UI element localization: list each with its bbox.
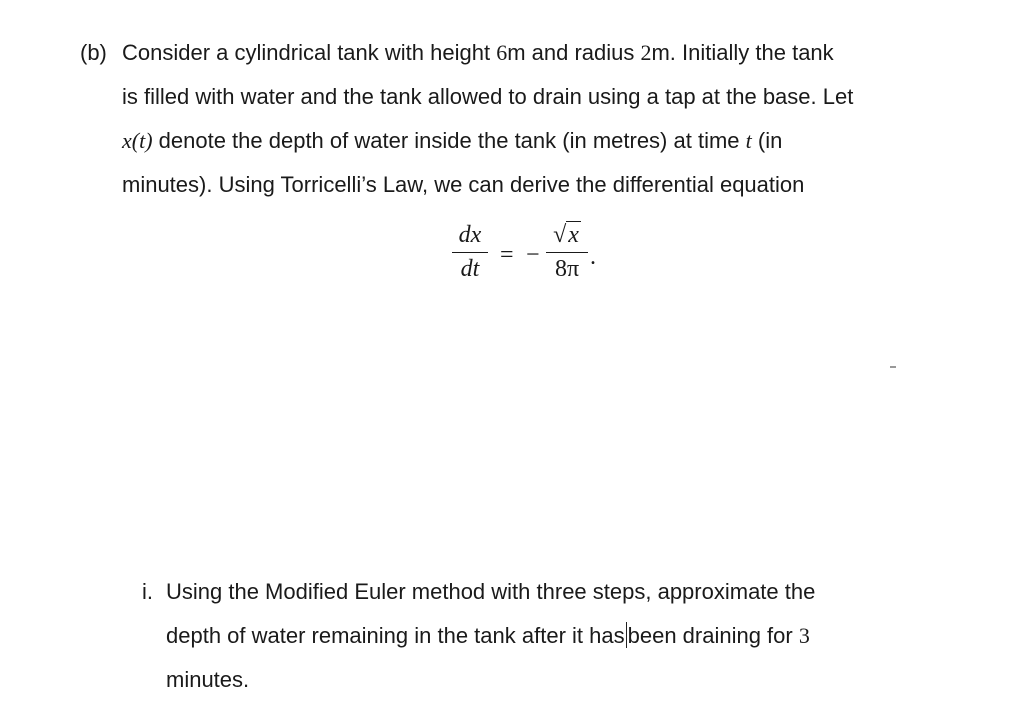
rhs-fraction: [546, 222, 588, 282]
sqrt-symbol: √: [553, 222, 567, 248]
text-cursor[interactable]: [626, 622, 627, 648]
lhs-fraction: [452, 222, 488, 282]
line1-text-a: Consider a cylindrical tank with height: [122, 40, 497, 65]
rhs-denominator: 8π: [554, 256, 580, 282]
lhs-numerator: dx: [458, 222, 482, 248]
subquestion-line2-text-a: depth of water remaining in the tank after it has: [166, 623, 625, 648]
time-variable: t: [745, 128, 752, 153]
differential-equation: [452, 222, 612, 292]
stray-mark: [890, 366, 896, 368]
problem-line-3: [122, 126, 782, 156]
minutes-value: 3: [798, 623, 810, 648]
problem-line-2: is filled with water and the tank allowed to drain using a tap at the base. Let: [122, 84, 854, 109]
radicand: x: [568, 222, 579, 248]
subquestion-label: i.: [142, 579, 153, 604]
lhs-denominator: dt: [460, 256, 480, 282]
line3-text-a: denote the depth of water inside the tank (in metres) at time: [152, 128, 746, 153]
depth-function: x(t): [122, 128, 153, 153]
height-value: 6: [496, 40, 508, 65]
rhs-fraction-bar: [546, 252, 588, 253]
line3-text-b: (in: [751, 128, 783, 153]
subquestion-line-1: Using the Modified Euler method with three steps, approximate the: [166, 579, 816, 604]
part-label: (b): [80, 40, 107, 65]
rhs-numerator: [546, 222, 588, 248]
problem-line-4: minutes). Using Torricelli’s Law, we can derive the differential equation: [122, 172, 805, 197]
problem-line-1: [122, 38, 834, 68]
minus-sign: −: [526, 242, 540, 268]
lhs-fraction-bar: [452, 252, 488, 253]
subquestion-line-2: [166, 621, 810, 651]
equals-sign: =: [500, 242, 514, 268]
subquestion-line2-text-b: been draining for: [627, 623, 799, 648]
line1-text-c: m. Initially the tank: [651, 40, 834, 65]
equation-period: .: [590, 244, 596, 270]
line1-text-b: m and radius: [507, 40, 641, 65]
subquestion-line-3: minutes.: [166, 667, 250, 692]
radius-value: 2: [640, 40, 652, 65]
